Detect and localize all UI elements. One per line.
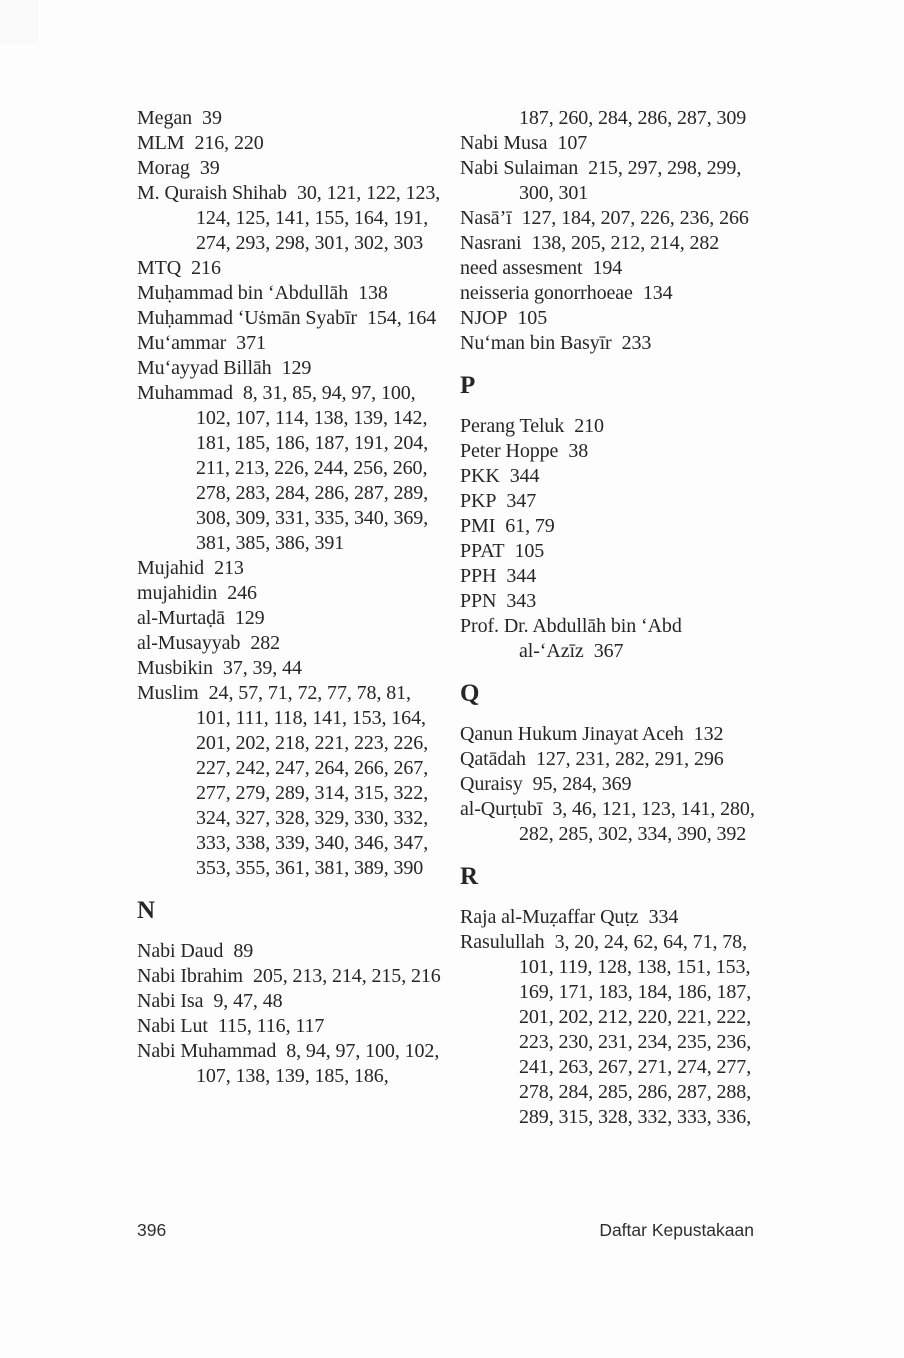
- entry-page-numbers: 8, 31, 85, 94, 97, 100, 102, 107, 114, 138, 139, 142, 181, 185, 186, 187, 191, 204, 211, 213, 226, 244, 256, 260, 278, 283, 284, 286, 287, 289, 308, 309, 331, 335, 340, 369, 381, 385, 386, 391: [196, 382, 429, 554]
- entry-page-numbers: 38: [568, 440, 589, 462]
- entry-term: Peter Hoppe: [460, 440, 559, 462]
- entry-term: Nabi Musa: [460, 132, 548, 154]
- index-entry: [460, 331, 764, 356]
- index-entry: [137, 964, 441, 989]
- entry-term: Mu‘ayyad Billāh: [137, 357, 272, 379]
- entry-page-numbers: 233: [621, 332, 652, 354]
- entry-term: Mu‘ammar: [137, 332, 227, 354]
- entry-term: al-Murtaḍā: [137, 607, 225, 629]
- section-heading-n: N: [137, 897, 156, 924]
- entry-term: Qatādah: [460, 748, 526, 770]
- entry-page-numbers: 115, 116, 117: [217, 1015, 325, 1037]
- entry-page-numbers: 216, 220: [194, 132, 264, 154]
- section-heading-q: Q: [460, 680, 480, 707]
- entry-term: mujahidin: [137, 582, 218, 604]
- entry-page-numbers: 138: [358, 282, 388, 304]
- entry-page-numbers: 134: [642, 282, 673, 304]
- entry-term: Muḥammad bin ‘Abdullāh: [137, 282, 349, 304]
- entry-page-numbers: 215, 297, 298, 299, 300, 301: [519, 157, 742, 204]
- index-entry: [460, 747, 764, 772]
- entry-page-numbers: 282: [250, 632, 281, 654]
- index-entry: [137, 556, 441, 581]
- entry-term: MTQ: [137, 257, 182, 279]
- entry-page-numbers: 216: [191, 257, 221, 279]
- entry-page-numbers: 132: [693, 723, 724, 745]
- index-column-right: [460, 106, 764, 1130]
- index-entry: [137, 181, 441, 256]
- section-heading-r: R: [460, 863, 479, 890]
- index-entry: [460, 722, 764, 747]
- footer-section-title: Daftar Kepustakaan: [599, 1220, 754, 1240]
- index-entry: [137, 581, 441, 606]
- entry-term: Musbikin: [137, 657, 213, 679]
- index-entry: [460, 281, 764, 306]
- entry-page-numbers: 334: [648, 906, 679, 928]
- index-entry-continuation: [460, 106, 764, 131]
- entry-page-numbers: 107: [557, 132, 588, 154]
- entry-term: Nabi Lut: [137, 1015, 208, 1037]
- index-entry: [460, 414, 764, 439]
- entry-page-numbers: 9, 47, 48: [213, 990, 283, 1012]
- entry-term: MLM: [137, 132, 185, 154]
- index-entry: [460, 797, 764, 847]
- index-entry: [460, 156, 764, 206]
- entry-term: Mujahid: [137, 557, 205, 579]
- index-entry: [137, 356, 441, 381]
- index-entry: [460, 930, 764, 1130]
- index-entry: [460, 539, 764, 564]
- index-entry: [460, 306, 764, 331]
- entry-page-numbers: 205, 213, 214, 215, 216: [253, 965, 441, 987]
- entry-term: PPH: [460, 565, 497, 587]
- entry-term: neisseria gonorrhoeae: [460, 282, 633, 304]
- entry-term: Morag: [137, 157, 190, 179]
- entry-page-numbers: 39: [202, 107, 222, 129]
- index-entry: [137, 606, 441, 631]
- entry-page-numbers: 127, 231, 282, 291, 296: [535, 748, 724, 770]
- entry-term: M. Quraish Shihab: [137, 182, 287, 204]
- entry-term: Muhammad: [137, 382, 233, 404]
- index-entry: [460, 514, 764, 539]
- entry-page-numbers: 105: [517, 307, 548, 329]
- index-entry: [460, 464, 764, 489]
- entry-page-numbers: 3, 20, 24, 62, 64, 71, 78, 101, 119, 128, 138, 151, 153, 169, 171, 183, 184, 186, 187, 201, 202, 212, 220, 221, 222, 223, 230, 231, 234, 235, 236, 241, 263, 267, 271, 274, 277, 278, 284, 285, 286, 287, 288, 289, 315, 328, 332, 333, 336,: [519, 931, 752, 1128]
- index-entry: [460, 614, 764, 664]
- entry-page-numbers: 8, 94, 97, 100, 102, 107, 138, 139, 185, 186,: [196, 1040, 440, 1087]
- index-entry: [460, 589, 764, 614]
- entry-term: Raja al-Muẓaffar Quṭz: [460, 906, 639, 928]
- entry-page-numbers: 344: [506, 565, 537, 587]
- entry-term: Muslim: [137, 682, 199, 704]
- entry-page-numbers: 344: [509, 465, 540, 487]
- entry-term: PMI: [460, 515, 496, 537]
- entry-page-numbers: 194: [592, 257, 623, 279]
- entry-page-numbers: 367: [593, 640, 624, 662]
- entry-term: need assesment: [460, 257, 583, 279]
- index-entry: [137, 631, 441, 656]
- entry-term: Quraisy: [460, 773, 523, 795]
- index-column-left: [137, 106, 441, 1089]
- entry-term: Rasulullah: [460, 931, 545, 953]
- entry-term: Muḥammad ‘Uṡmān Syabīr: [137, 307, 357, 329]
- entry-term: PPN: [460, 590, 497, 612]
- section-heading-p: P: [460, 372, 476, 399]
- index-entry: [460, 206, 764, 231]
- entry-page-numbers: 347: [506, 490, 537, 512]
- entry-page-numbers: 89: [233, 940, 254, 962]
- entry-page-numbers: 129: [281, 357, 312, 379]
- entry-term: Nasrani: [460, 232, 522, 254]
- index-entry: [460, 772, 764, 797]
- index-entry: [460, 905, 764, 930]
- entry-term: PKK: [460, 465, 500, 487]
- page-number: 396: [137, 1220, 167, 1240]
- index-entry: [137, 989, 441, 1014]
- entry-term: al-Qurṭubī: [460, 798, 543, 820]
- index-entry: [137, 281, 441, 306]
- entry-page-numbers: 154, 164: [367, 307, 437, 329]
- entry-page-numbers: 3, 46, 121, 123, 141, 280, 282, 285, 302, 334, 390, 392: [519, 798, 755, 845]
- entry-page-numbers: 37, 39, 44: [222, 657, 302, 679]
- index-entry: [460, 489, 764, 514]
- index-entry: [137, 156, 441, 181]
- entry-term: al-Musayyab: [137, 632, 241, 654]
- entry-term: PPAT: [460, 540, 505, 562]
- entry-term: Nabi Daud: [137, 940, 224, 962]
- entry-term: Perang Teluk: [460, 415, 565, 437]
- index-entry: [137, 306, 441, 331]
- entry-page-numbers: 105: [514, 540, 545, 562]
- entry-page-numbers: 30, 121, 122, 123, 124, 125, 141, 155, 164, 191, 274, 293, 298, 301, 302, 303: [196, 182, 441, 254]
- entry-term: NJOP: [460, 307, 508, 329]
- index-entry: [460, 564, 764, 589]
- index-entry: [137, 331, 441, 356]
- entry-term: Nasā’ī: [460, 207, 512, 229]
- entry-page-numbers: 371: [236, 332, 266, 354]
- entry-page-numbers: 246: [227, 582, 257, 604]
- entry-page-numbers: 210: [574, 415, 604, 437]
- entry-term: Nu‘man bin Basyīr: [460, 332, 612, 354]
- index-entry: [137, 1039, 441, 1089]
- index-entry: [460, 231, 764, 256]
- entry-term: Nabi Muhammad: [137, 1040, 277, 1062]
- entry-page-numbers: 127, 184, 207, 226, 236, 266: [521, 207, 749, 229]
- index-entry: [137, 106, 441, 131]
- entry-page-numbers: 187, 260, 284, 286, 287, 309: [519, 107, 747, 129]
- index-entry: [137, 656, 441, 681]
- entry-term: Megan: [137, 107, 193, 129]
- index-entry: [137, 1014, 441, 1039]
- index-entry: [460, 439, 764, 464]
- entry-page-numbers: 213: [214, 557, 244, 579]
- entry-page-numbers: 24, 57, 71, 72, 77, 78, 81, 101, 111, 118, 141, 153, 164, 201, 202, 218, 221, 223, 226, 227, 242, 247, 264, 266, 267, 277, 279, 289, 314, 315, 322, 324, 327, 328, 329, 330, 332, 333, 338, 339, 340, 346, 347, 353, 355, 361, 381, 389, 390: [196, 682, 429, 879]
- index-entry: [137, 256, 441, 281]
- index-entry: [460, 256, 764, 281]
- page-footer: [137, 1220, 754, 1241]
- entry-term: PKP: [460, 490, 497, 512]
- entry-term: Qanun Hukum Jinayat Aceh: [460, 723, 684, 745]
- entry-term: Nabi Ibrahim: [137, 965, 243, 987]
- entry-term: Nabi Sulaiman: [460, 157, 579, 179]
- entry-page-numbers: 95, 284, 369: [532, 773, 632, 795]
- scan-artifact: [0, 0, 38, 44]
- entry-page-numbers: 129: [234, 607, 265, 629]
- entry-page-numbers: 61, 79: [505, 515, 555, 537]
- index-entry: [137, 381, 441, 556]
- index-entry: [137, 131, 441, 156]
- entry-term: Prof. Dr. Abdullāh bin ‘Abd al-‘Azīz: [460, 615, 682, 662]
- entry-page-numbers: 138, 205, 212, 214, 282: [531, 232, 720, 254]
- entry-page-numbers: 39: [199, 157, 220, 179]
- index-entry: [137, 939, 441, 964]
- entry-page-numbers: 343: [506, 590, 537, 612]
- entry-term: Nabi Isa: [137, 990, 204, 1012]
- index-entry: [137, 681, 441, 881]
- index-entry: [460, 131, 764, 156]
